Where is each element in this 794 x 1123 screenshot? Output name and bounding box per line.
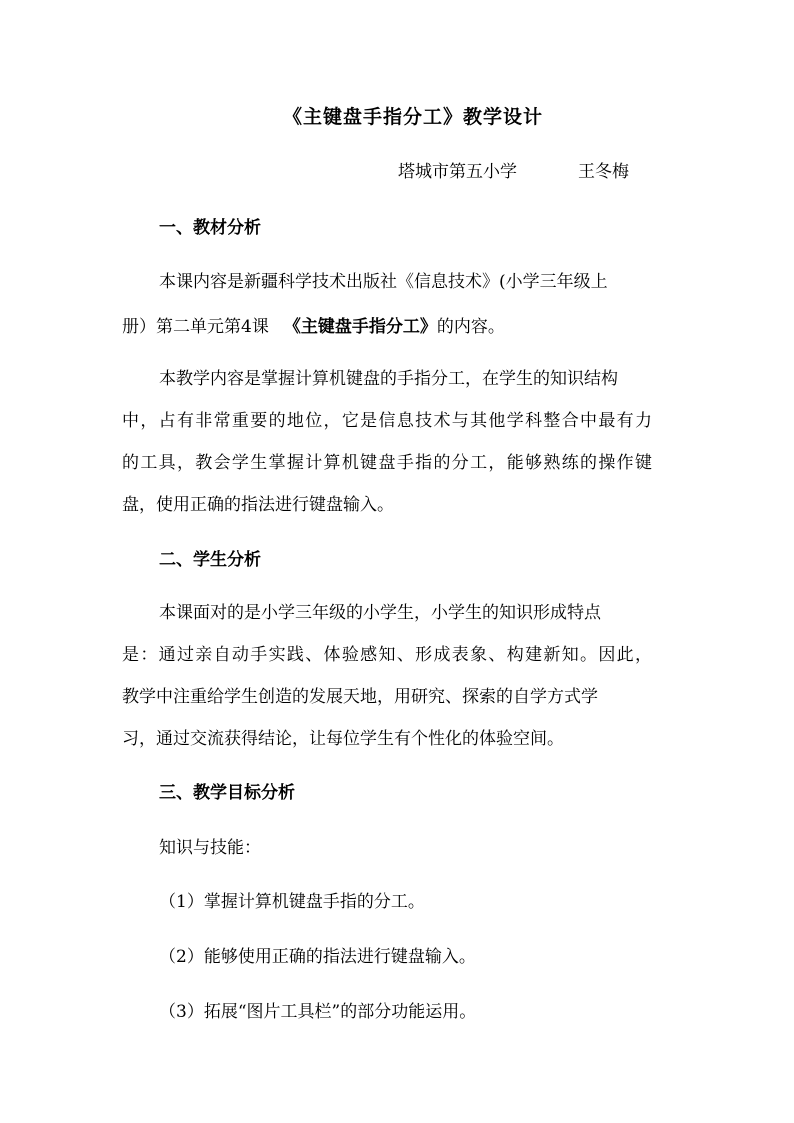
- section-heading-objectives-analysis: 三、教学目标分析: [159, 783, 295, 803]
- subheading-knowledge-skills: 知识与技能：: [159, 838, 261, 858]
- paragraph-line: 习，通过交流获得结论，让每位学生有个性化的体验空间。: [122, 729, 564, 749]
- paragraph-line-segment: 的内容。: [436, 317, 505, 337]
- document-title: 《主键盘手指分工》教学设计: [283, 106, 544, 128]
- objective-item: （2）能够使用正确的指法进行键盘输入。: [159, 947, 476, 967]
- paragraph-line: 本课内容是新疆科学技术出版社《信息技术》(小学三年级上: [159, 272, 608, 292]
- objective-item: （1）掌握计算机键盘手指的分工。: [159, 892, 425, 912]
- paragraph-line: 本课面对的是小学三年级的小学生，小学生的知识形成特点: [159, 603, 601, 623]
- paragraph-line: 的工具，教会学生掌握计算机键盘手指的分工，能够熟练的操作键: [122, 453, 652, 473]
- author-line: [398, 160, 629, 184]
- paragraph-line: 盘，使用正确的指法进行键盘输入。: [122, 495, 394, 515]
- paragraph-line: [122, 315, 505, 339]
- author-name: 王冬梅: [578, 162, 629, 182]
- objective-item: （3）拓展“图片工具栏”的部分功能运用。: [159, 1002, 477, 1022]
- paragraph-line: 本教学内容是掌握计算机键盘的手指分工，在学生的知识结构: [159, 369, 618, 389]
- paragraph-line: 中，占有非常重要的地位，它是信息技术与其他学科整合中最有力: [122, 411, 652, 431]
- lesson-title-inline: 《主键盘手指分工》: [283, 317, 437, 337]
- section-heading-student-analysis: 二、学生分析: [159, 550, 261, 570]
- author-school: 塔城市第五小学: [398, 162, 517, 182]
- paragraph-line: 教学中注重给学生创造的发展天地，用研究、探索的自学方式学: [122, 687, 598, 707]
- section-heading-material-analysis: 一、教材分析: [159, 218, 261, 238]
- paragraph-line-segment: 册）第二单元第4课: [122, 317, 269, 337]
- paragraph-line: 是：通过亲自动手实践、体验感知、形成表象、构建新知。因此，: [122, 645, 652, 665]
